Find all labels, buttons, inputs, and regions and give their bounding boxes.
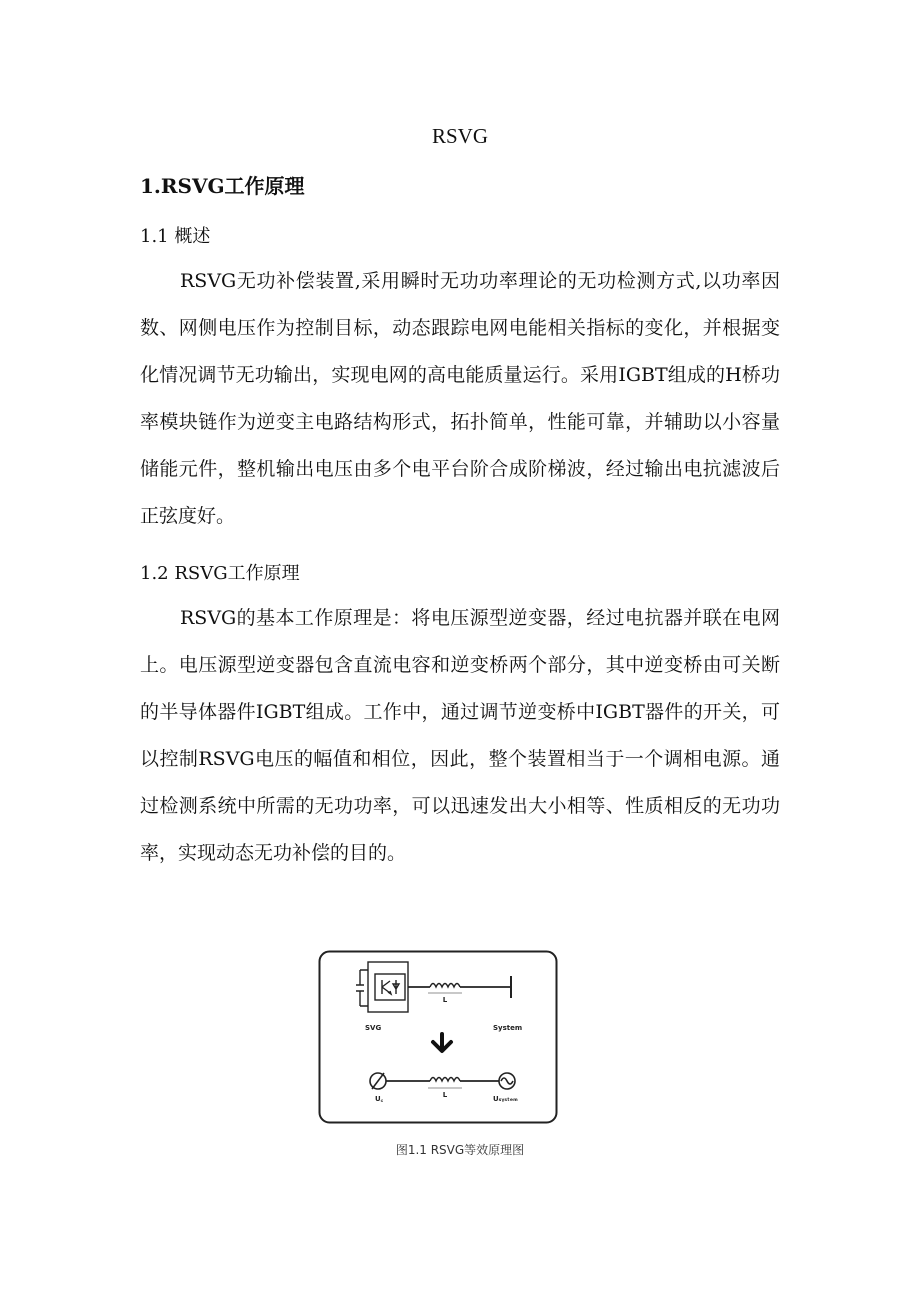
figure-frame <box>320 952 557 1123</box>
system-label: System <box>493 1024 523 1032</box>
rsvg-equivalent-circuit-figure <box>318 950 558 1124</box>
document-title: RSVG <box>431 124 489 148</box>
subsection-heading-overview: 1.1 概述 <box>140 226 211 247</box>
inductor-label-bottom: L <box>442 1091 448 1099</box>
section-heading: 1.RSVG工作原理 <box>140 174 305 198</box>
principle-paragraph: RSVG的基本工作原理是：将电压源型逆变器，经过电抗器并联在电网上。电压源型逆变器包含直流电容和逆变桥两个部分，其中逆变桥由可关断的半导体器件IGBT组成。工作中，通过调节逆变桥中IGBT器件的开关，可以控制RSVG电压的幅值和相位，因此，整个装置相当于一个调相电源。通过检测系统中所需的无功功率，可以迅速发出大小相等、性质相反的无功功率，实现动态无功补偿的目的。 <box>140 607 780 864</box>
svg-label: SVG <box>365 1024 382 1032</box>
inductor-label-top: L <box>442 996 448 1004</box>
overview-paragraph: RSVG无功补偿装置,采用瞬时无功功率理论的无功检测方式,以功率因数、网侧电压作为控制目标，动态跟踪电网电能相关指标的变化，并根据变化情况调节无功输出，实现电网的高电能质量运行。采用IGBT组成的H桥功率模块链作为逆变主电路结构形式，拓扑简单，性能可靠，并辅助以小容量储能元件，整机输出电压由多个电平台阶合成阶梯波，经过输出电抗滤波后正弦度好。 <box>140 270 780 527</box>
system-voltage-label: Uₛᵧₛₜₑₘ <box>493 1095 518 1103</box>
subsection-heading-principle: 1.2 RSVG工作原理 <box>140 563 300 584</box>
converter-voltage-label: U꜀ <box>375 1095 384 1103</box>
figure-caption: 图1.1 RSVG等效原理图 <box>395 1143 525 1157</box>
